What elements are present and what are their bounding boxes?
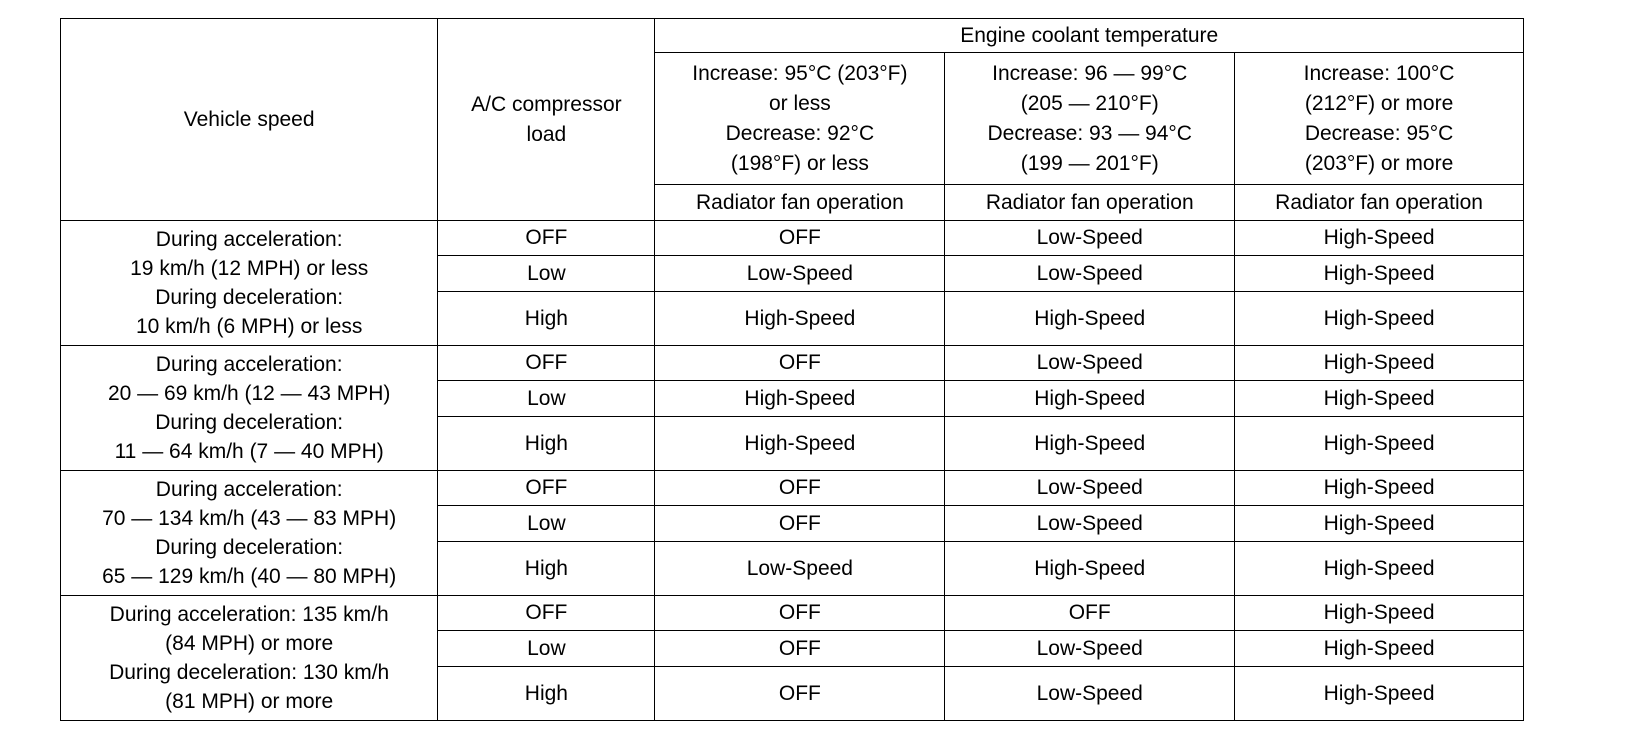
- fan-cell: High-Speed: [945, 417, 1235, 471]
- ac-load-cell: Low: [438, 631, 655, 667]
- fan-operation-header-2: Radiator fan operation: [945, 185, 1235, 221]
- fan-cell: OFF: [655, 221, 945, 256]
- fan-cell: Low-Speed: [655, 256, 945, 292]
- fan-cell: OFF: [655, 471, 945, 506]
- ac-load-cell: OFF: [438, 471, 655, 506]
- fan-cell: High-Speed: [1235, 596, 1524, 631]
- fan-cell: OFF: [945, 596, 1235, 631]
- fan-cell: High-Speed: [1235, 471, 1524, 506]
- ac-load-header: A/C compressor load: [438, 19, 655, 221]
- ac-load-cell: OFF: [438, 346, 655, 381]
- table-row: [61, 471, 1524, 506]
- radiator-fan-table: [60, 18, 1524, 721]
- coolant-range-1: Increase: 95°C (203°F) or less Decrease: 92°C (198°F) or less: [655, 53, 945, 185]
- table-row: [61, 221, 1524, 256]
- fan-cell: High-Speed: [1235, 221, 1524, 256]
- ac-load-cell: Low: [438, 256, 655, 292]
- ac-load-cell: Low: [438, 381, 655, 417]
- vehicle-speed-header: Vehicle speed: [61, 19, 438, 221]
- vehicle-speed-cell: During acceleration: 70 — 134 km/h (43 — 83 MPH) During deceleration: 65 — 129 km/h (40 — 80 MPH): [61, 471, 438, 596]
- fan-cell: High-Speed: [1235, 667, 1524, 721]
- fan-cell: High-Speed: [945, 542, 1235, 596]
- fan-cell: High-Speed: [1235, 631, 1524, 667]
- ac-load-cell: High: [438, 292, 655, 346]
- vehicle-speed-cell: During acceleration: 20 — 69 km/h (12 — 43 MPH) During deceleration: 11 — 64 km/h (7 — 40 MPH): [61, 346, 438, 471]
- fan-cell: High-Speed: [1235, 346, 1524, 381]
- fan-operation-header-1: Radiator fan operation: [655, 185, 945, 221]
- ac-load-cell: OFF: [438, 221, 655, 256]
- ac-load-cell: OFF: [438, 596, 655, 631]
- ac-load-cell: High: [438, 417, 655, 471]
- fan-cell: High-Speed: [945, 292, 1235, 346]
- vehicle-speed-cell: During acceleration: 135 km/h (84 MPH) or more During deceleration: 130 km/h (81 MPH) or more: [61, 596, 438, 721]
- coolant-range-3: Increase: 100°C (212°F) or more Decrease: 95°C (203°F) or more: [1235, 53, 1524, 185]
- fan-cell: OFF: [655, 631, 945, 667]
- fan-cell: OFF: [655, 506, 945, 542]
- fan-cell: High-Speed: [655, 417, 945, 471]
- fan-cell: Low-Speed: [945, 631, 1235, 667]
- coolant-temp-header: Engine coolant temperature: [655, 19, 1524, 53]
- fan-cell: High-Speed: [1235, 292, 1524, 346]
- fan-cell: High-Speed: [1235, 506, 1524, 542]
- fan-cell: High-Speed: [655, 381, 945, 417]
- fan-cell: OFF: [655, 667, 945, 721]
- table-row: [61, 346, 1524, 381]
- fan-cell: High-Speed: [1235, 256, 1524, 292]
- fan-cell: Low-Speed: [945, 667, 1235, 721]
- fan-cell: Low-Speed: [945, 346, 1235, 381]
- fan-cell: High-Speed: [945, 381, 1235, 417]
- fan-cell: High-Speed: [1235, 417, 1524, 471]
- fan-cell: Low-Speed: [945, 221, 1235, 256]
- table-row: [61, 596, 1524, 631]
- fan-cell: OFF: [655, 596, 945, 631]
- fan-cell: Low-Speed: [655, 542, 945, 596]
- vehicle-speed-cell: During acceleration: 19 km/h (12 MPH) or less During deceleration: 10 km/h (6 MPH) or less: [61, 221, 438, 346]
- fan-operation-header-3: Radiator fan operation: [1235, 185, 1524, 221]
- fan-cell: Low-Speed: [945, 506, 1235, 542]
- ac-load-cell: High: [438, 542, 655, 596]
- ac-load-cell: Low: [438, 506, 655, 542]
- fan-cell: Low-Speed: [945, 471, 1235, 506]
- fan-cell: High-Speed: [1235, 381, 1524, 417]
- coolant-range-2: Increase: 96 — 99°C (205 — 210°F) Decrease: 93 — 94°C (199 — 201°F): [945, 53, 1235, 185]
- ac-load-cell: High: [438, 667, 655, 721]
- fan-cell: Low-Speed: [945, 256, 1235, 292]
- fan-cell: High-Speed: [655, 292, 945, 346]
- fan-cell: OFF: [655, 346, 945, 381]
- fan-cell: High-Speed: [1235, 542, 1524, 596]
